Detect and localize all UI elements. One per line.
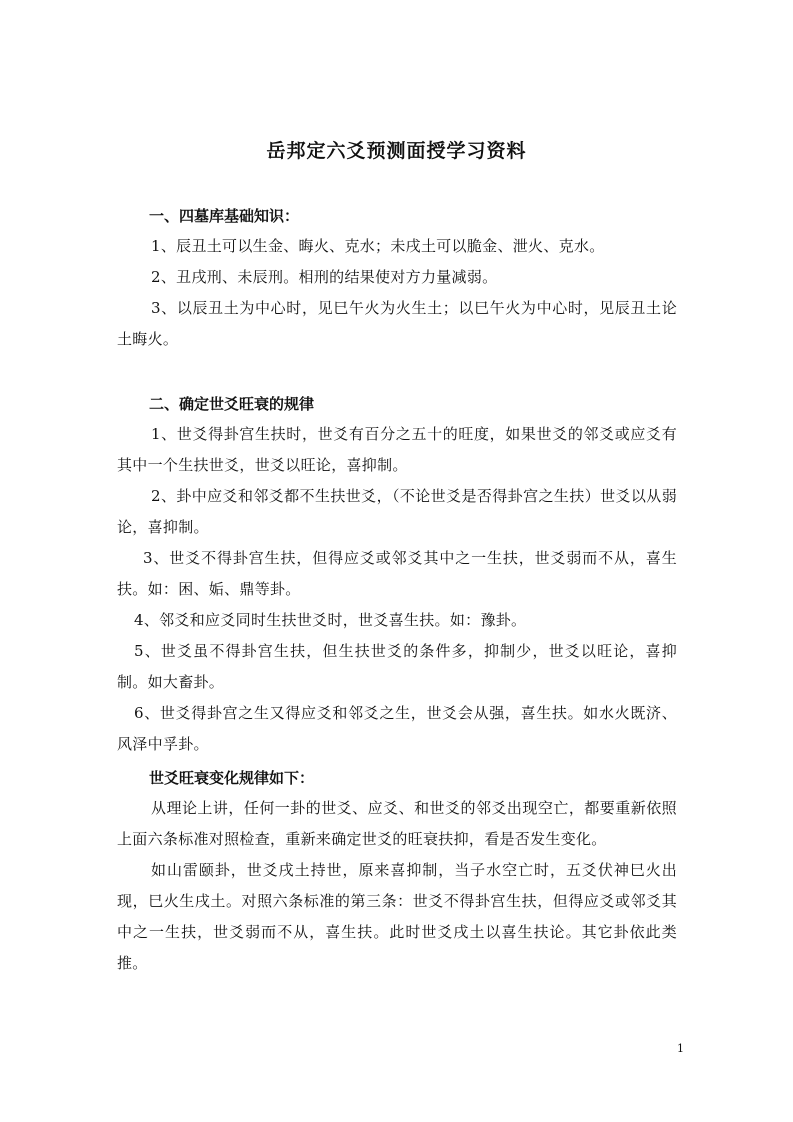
page-number: 1 (677, 1042, 684, 1055)
section2-item-3: 3、世爻不得卦宫生扶，但得应爻或邻爻其中之一生扶，世爻弱而不从，喜生扶。如：困、姤、鼎等卦。 (117, 549, 677, 598)
section1-item-3: 3、以辰丑土为中心时，见巳午火为火生土；以巳午火为中心时，见辰丑土论土晦火。 (117, 299, 677, 348)
document-title: 岳邦定六爻预测面授学习资料 (266, 140, 527, 162)
section2-item-2: 2、卦中应爻和邻爻都不生扶世爻，（不论世爻是否得卦宫之生扶）世爻以从弱论，喜抑制。 (117, 487, 677, 536)
section-heading-2: 二、确定世爻旺衰的规律 (149, 395, 315, 413)
section3-paragraph-2: 如山雷颐卦，世爻戌土持世，原来喜抑制，当子水空亡时，五爻伏神巳火出现，巳火生戌土。对照六条标准的第三条：世爻不得卦宫生扶，但得应爻或邻爻其中之一生扶，世爻弱而不从，喜生扶。此时世爻戌土以喜生扶论。其它卦依此类推。 (117, 861, 677, 972)
section2-item-1: 1、世爻得卦宫生扶时，世爻有百分之五十的旺度，如果世爻的邻爻或应爻有其中一个生扶世爻，世爻以旺论，喜抑制。 (117, 425, 677, 474)
section2-item-5: 5、世爻虽不得卦宫生扶，但生扶世爻的条件多，抑制少，世爻以旺论，喜抑制。如大畜卦。 (117, 642, 677, 691)
section-heading-1: 一、四墓库基础知识： (149, 207, 300, 225)
section3-paragraph-1: 从理论上讲，任何一卦的世爻、应爻、和世爻的邻爻出现空亡，都要重新依照上面六条标准对照检查，重新来确定世爻的旺衰扶抑，看是否发生变化。 (117, 799, 677, 848)
section2-item-4: 4、邻爻和应爻同时生扶世爻时，世爻喜生扶。如：豫卦。 (134, 611, 527, 629)
section-heading-3: 世爻旺衰变化规律如下： (149, 769, 315, 787)
section1-item-1: 1、辰丑土可以生金、晦火、克水；未戌土可以脆金、泄火、克水。 (151, 237, 605, 255)
section2-item-6: 6、世爻得卦宫之生又得应爻和邻爻之生，世爻会从强，喜生扶。如水火既济、风泽中孚卦。 (117, 704, 677, 753)
section1-item-2: 2、丑戌刑、未辰刑。相刑的结果使对方力量减弱。 (151, 268, 498, 286)
